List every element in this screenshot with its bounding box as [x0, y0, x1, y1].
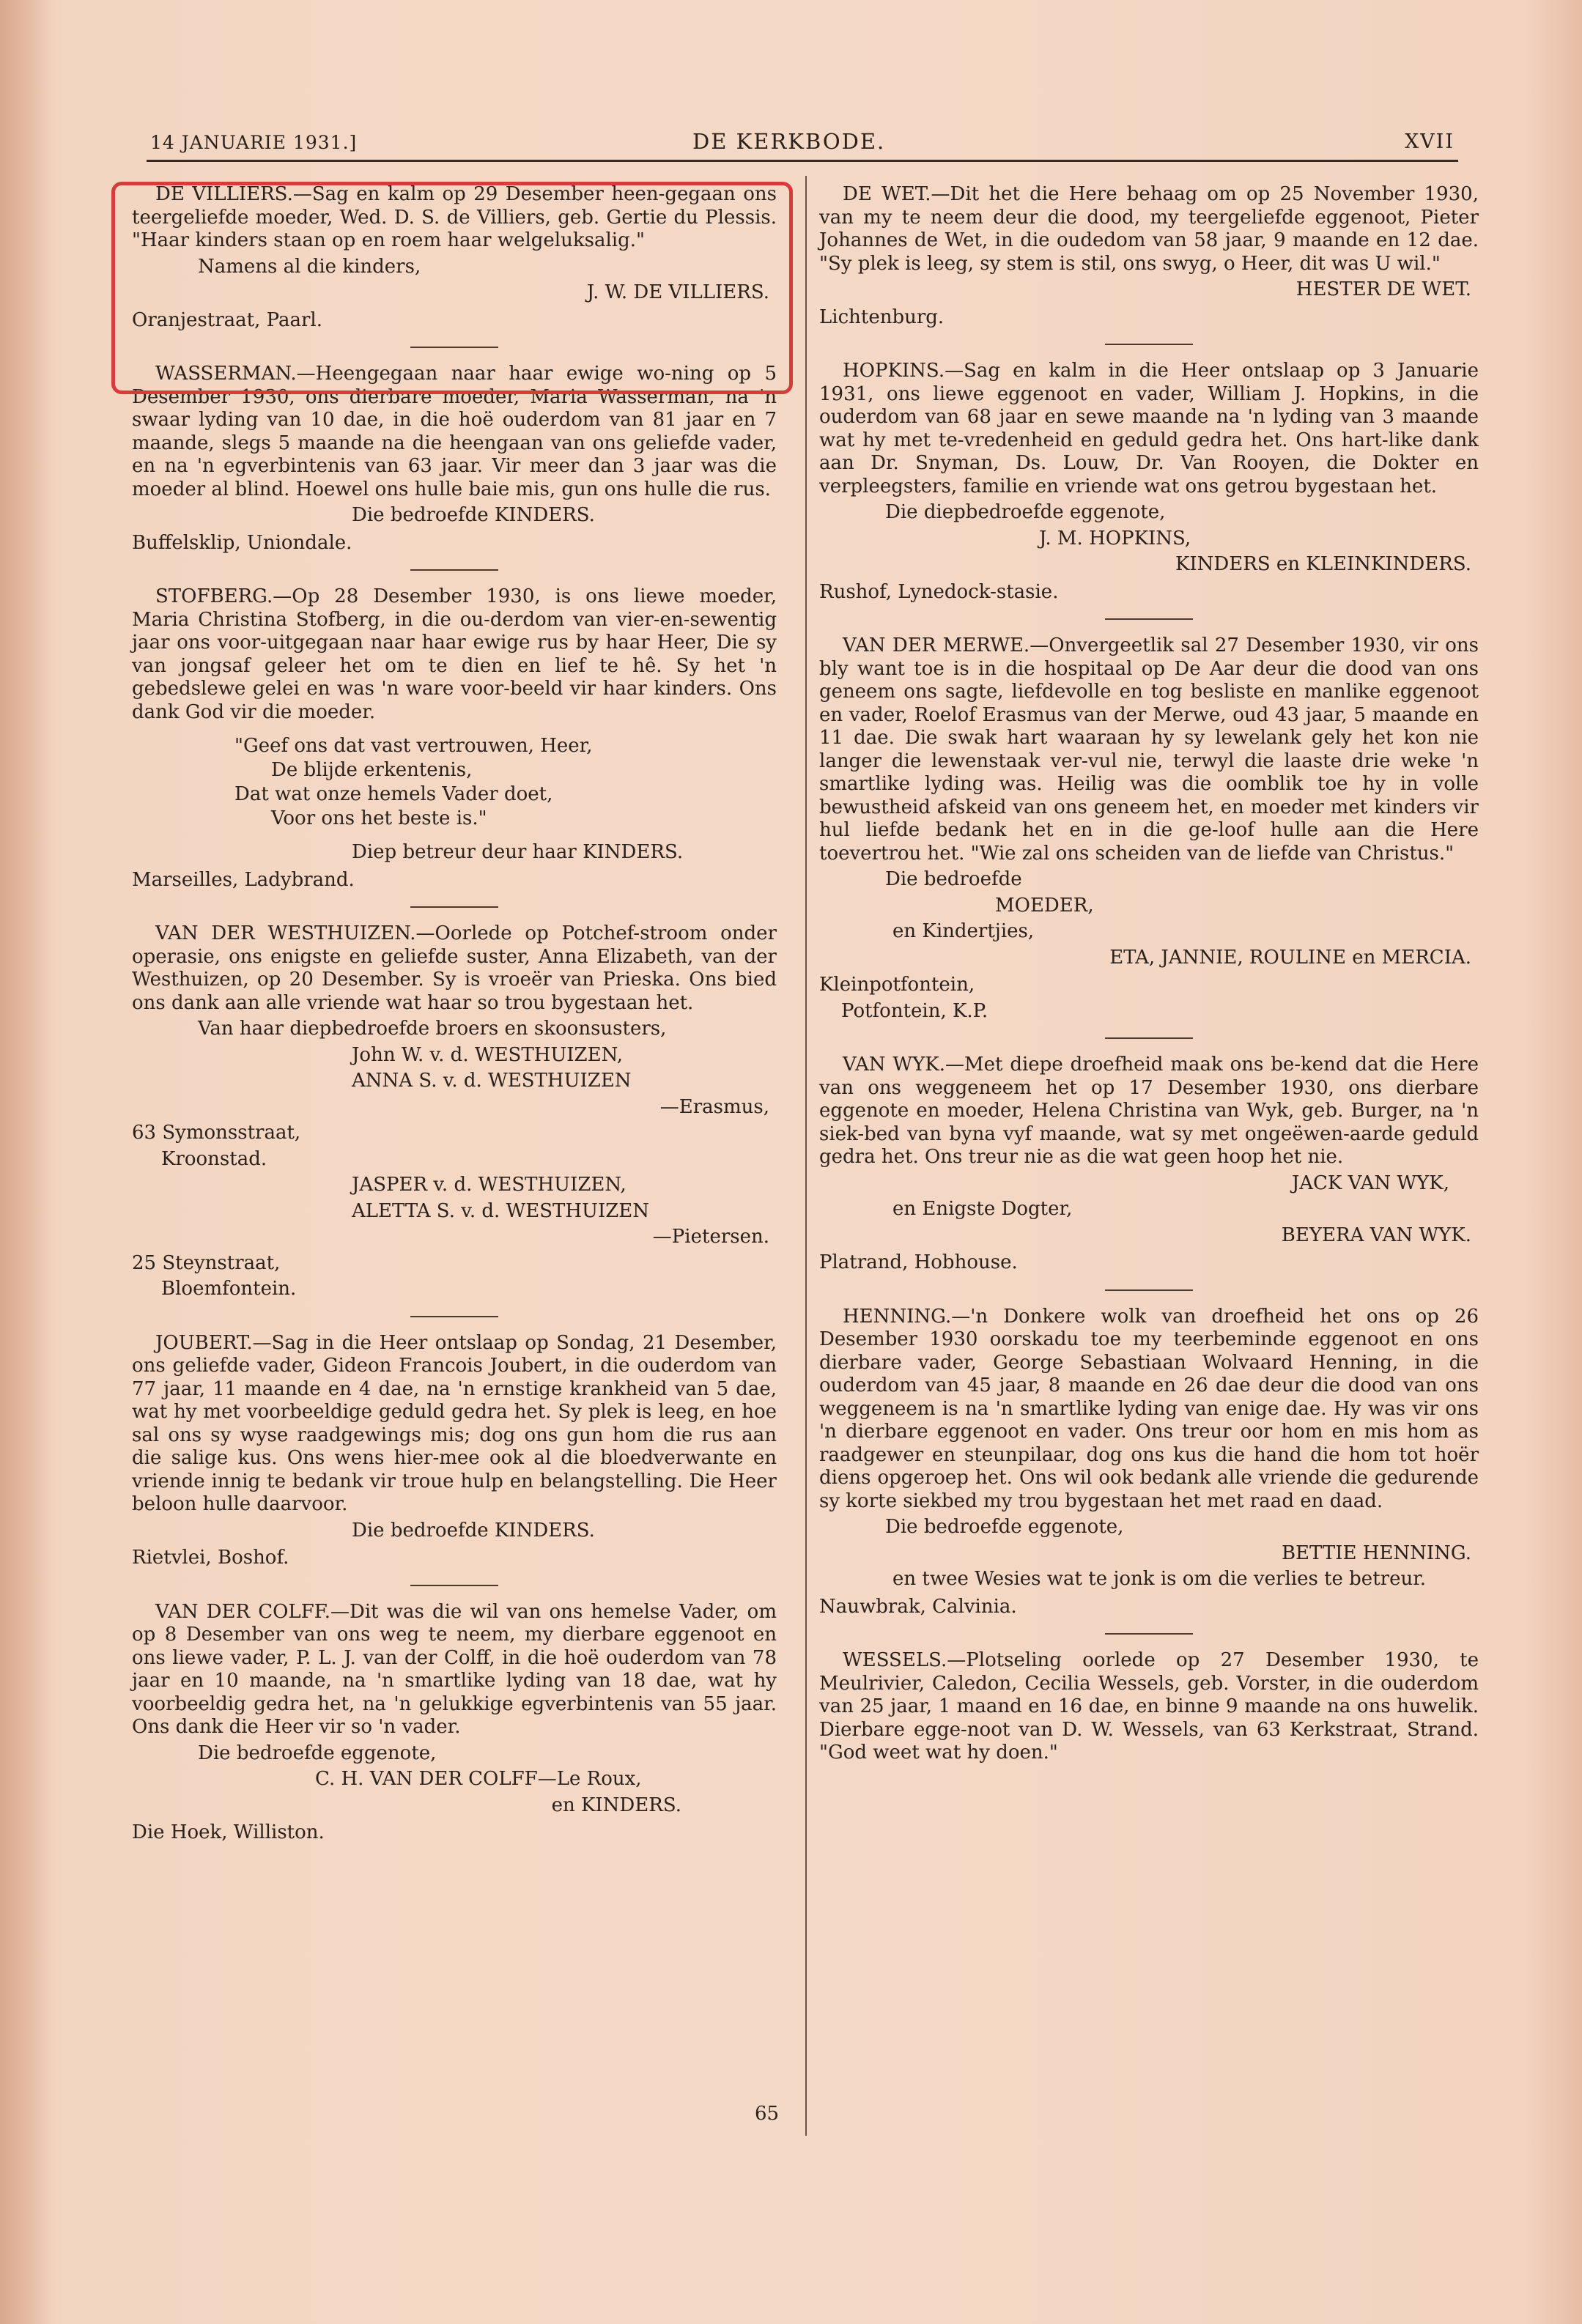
notice-address: 63 Symonsstraat,	[132, 1122, 301, 1144]
notice-joubert	[132, 1332, 777, 1570]
notice-signature: en twee Wesies wat te jonk is om die verlies te betreur.	[892, 1568, 1427, 1590]
notice-signature: J. M. HOPKINS,	[1039, 527, 1191, 549]
notice-signature: BETTIE HENNING.	[1281, 1542, 1471, 1564]
notice-place: Lichtenburg.	[819, 306, 945, 328]
notice-de-wet	[819, 183, 1479, 329]
column-divider	[805, 176, 807, 2136]
left-column	[132, 183, 777, 1859]
notice-body: WASSERMAN.—Heengegaan naar haar ewige wo-ning op 5 Desember 1930, ons dierbare moeder, Maria Wasserman, na 'n swaar lyding van 10 dae, in die hoë ouderdom van 81 jaar en 7 maande, slegs 5 maande na die heengaan van ons geliefde vader, en na 'n egverbintenis van 63 jaar. Vir meer dan 3 jaar was die moeder al blind. Hoewel ons hulle baie mis, gun ons hulle die rus.	[132, 363, 777, 500]
notice-van-wyk	[819, 1054, 1479, 1275]
notice-body: VAN DER COLFF.—Dit was die wil van ons hemelse Vader, om op 8 Desember van ons weg te neem, my dierbare eggenoot en ons liewe vader, P. L. J. van der Colff, in die hoë ouderdom van 78 jaar en 10 maande, na 'n smartlike lyding van 18 dae, wat hy voorbeeldig gedra het, na 'n gelukkige egverbintenis van 55 jaar. Ons dank die Heer vir so 'n vader.	[132, 1600, 777, 1738]
notice-signature: Die bedroefde eggenote,	[198, 1742, 437, 1764]
notice-address: Bloemfontein.	[161, 1278, 297, 1300]
notice-body: DE VILLIERS.—Sag en kalm op 29 Desember heen-gegaan ons teergeliefde moeder, Wed. D. S. de Villiers, geb. Gertie du Plessis. "Haar kinders staan op en roem haar welgeluksalig."	[132, 183, 777, 251]
notice-place: Oranjestraat, Paarl.	[132, 308, 322, 331]
poem-line: Dat wat onze hemels Vader doet,	[234, 783, 553, 805]
poem-line: Voor ons het beste is."	[271, 807, 487, 829]
notice-place: Nauwbrak, Calvinia.	[819, 1595, 1017, 1618]
notice-separator	[410, 1316, 498, 1317]
notice-signature: Diep betreur deur haar KINDERS.	[352, 841, 684, 863]
notice-signature: HESTER DE WET.	[1295, 278, 1471, 300]
notice-van-der-colff	[132, 1601, 777, 1845]
page-binding-shadow	[0, 0, 51, 2324]
notice-separator	[1105, 1289, 1193, 1291]
notice-stofberg	[132, 585, 777, 892]
notice-place: Buffelsklip, Uniondale.	[132, 531, 352, 554]
notice-signature: J. W. DE VILLIERS.	[586, 281, 769, 303]
notice-address: Kroonstad.	[161, 1147, 267, 1170]
notice-place: Platrand, Hobhouse.	[819, 1251, 1018, 1273]
notice-separator	[1105, 618, 1193, 620]
notice-body: HOPKINS.—Sag en kalm in die Heer ontslaap op 3 Januarie 1931, ons liewe eggenoot en vader, William J. Hopkins, in die ouderdom van 68 jaar en sewe maande na 'n lyding van 3 maande wat hy met te-vredenheid en geduld gedra het. Ons hart-like dank aan Dr. Snyman, Ds. Louw, Dr. Van Rooyen, die Dokter en verpleegsters, familie en vriende wat ons getrou bygestaan het.	[819, 360, 1479, 497]
notice-signature: MOEDER,	[995, 894, 1094, 917]
notice-separator	[410, 1585, 498, 1586]
notice-separator	[1105, 344, 1193, 345]
notice-place: Marseilles, Ladybrand.	[132, 868, 355, 891]
notice-signature: BEYERA VAN WYK.	[1281, 1224, 1471, 1246]
notice-tag: —Pietersen.	[652, 1226, 769, 1248]
notice-signature: Die bedroefde KINDERS.	[352, 504, 595, 526]
notice-signature: en Kindertjies,	[892, 920, 1035, 942]
notice-signature: KINDERS en KLEINKINDERS.	[1175, 553, 1471, 575]
notice-body: VAN WYK.—Met diepe droefheid maak ons be-kend dat die Here van ons weggeneem het op 17 Desember 1930, ons dierbare eggenote en moeder, Helena Christina van Wyk, geb. Burger, na 'n siek-bed van byna vyf maande, wat sy met ongeëwen-aarde geduld gedra het. Ons treur nie as die wat geen hoop het nie.	[819, 1054, 1479, 1168]
notice-body: STOFBERG.—Op 28 Desember 1930, is ons liewe moeder, Maria Christina Stofberg, in die ou-derdom van vier-en-sewentig jaar ons voor-uitgegaan naar haar ewige rus by haar Heer, Die sy van jongsaf geleer het om te dien en lief te hê. Sy het 'n gebedslewe gelei en was 'n ware voor-beeld vir haar kinders. Ons dank God vir die moeder.	[132, 585, 777, 723]
notice-address: Kleinpotfontein,	[819, 974, 975, 996]
page-number: 65	[755, 2103, 780, 2125]
notice-signature: JACK VAN WYK,	[1291, 1172, 1449, 1194]
right-column	[819, 183, 1479, 1780]
notice-body: DE WET.—Dit het die Here behaag om op 25 November 1930, van my te neem deur die dood, my teergeliefde eggenoot, Pieter Johannes de Wet, in die oudedom van 58 jaar, 9 maande en 12 dae. "Sy plek is leeg, sy stem is stil, ons swyg, o Heer, dit was U wil."	[819, 183, 1479, 275]
notice-signature: Die bedroefde	[885, 868, 1022, 890]
notice-van-der-westhuizen	[132, 922, 777, 1301]
header-publication: DE KERKBODE.	[692, 129, 886, 154]
notice-signature: Die bedroefde eggenote,	[885, 1516, 1124, 1538]
notice-wessels	[819, 1649, 1479, 1765]
notice-body: VAN DER WESTHUIZEN.—Oorlede op Potchef-stroom onder operasie, ons enigste en geliefde suster, Anna Elizabeth, van der Westhuizen, op 20 Desember. Sy is vroeër van Prieska. Ons bied ons dank aan alle vriende wat haar so trou bygestaan het.	[132, 922, 777, 1014]
notice-separator	[410, 569, 498, 571]
notice-poem	[132, 734, 777, 831]
poem-line: De blijde erkentenis,	[271, 759, 473, 781]
header-rule	[147, 160, 1458, 162]
notice-signature: Namens al die kinders,	[198, 255, 421, 278]
notice-address: Potfontein, K.P.	[841, 999, 988, 1022]
notice-place: Die Hoek, Williston.	[132, 1821, 325, 1843]
notice-hopkins	[819, 360, 1479, 604]
notice-signature: Van haar diepbedroefde broers en skoonsusters,	[198, 1018, 667, 1040]
notice-separator	[1105, 1633, 1193, 1635]
notice-van-der-merwe	[819, 634, 1479, 1023]
notice-body: HENNING.—'n Donkere wolk van droefheid het ons op 26 Desember 1930 oorskadu toe my teerbeminde eggenoot en ons dierbare vader, George Sebastiaan Wolvaard Henning, in die ouderdom van 45 jaar, 8 maande en 26 dae deur die dood van ons weggeneem is na 'n smartlike lyding van enige dae. Hy was vir ons 'n dierbare eggenoot en vader. Ons treur oor hom en mis hom as raadgewer en steunpilaar, dog ons kus die hand die hom tot hoër diens opgeroep het. Ons wil ook bedank alle vriende die gedurende sy korte siekbed my trou bygestaan het met raad en daad.	[819, 1305, 1479, 1512]
notice-signature: Die bedroefde KINDERS.	[352, 1519, 595, 1542]
notice-name: ALETTA S. v. d. WESTHUIZEN	[352, 1199, 650, 1222]
notice-name: John W. v. d. WESTHUIZEN,	[352, 1043, 623, 1066]
header-date: 14 JANUARIE 1931.]	[150, 132, 358, 153]
notice-signature: Die diepbedroefde eggenote,	[885, 501, 1166, 523]
notice-signature: en Enigste Dogter,	[892, 1198, 1073, 1220]
notice-tag: —Erasmus,	[659, 1095, 769, 1118]
notice-body: JOUBERT.—Sag in die Heer ontslaap op Sondag, 21 Desember, ons geliefde vader, Gideon Francois Joubert, in die ouderdom van 77 jaar, 11 maande en 4 dae, na 'n ernstige krankheid van 5 dae, wat hy met voorbeeldige geduld gedra het. Sy plek is leeg, en hoe sal ons sy wyse raadgewings mis; dog ons gun hom die rus aan die salige kus. Ons wens hier-mee ook al die bloedverwante en vriende innig te bedank vir troue hulp en belangstelling. Die Heer beloon hulle daarvoor.	[132, 1331, 777, 1515]
notice-body: VAN DER MERWE.—Onvergeetlik sal 27 Desember 1930, vir ons bly want toe is in die hospitaal op De Aar deur die dood van ons geneem ons sagte, liefdevolle en tog besliste en manlike eggenoot en vader, Roelof Erasmus van der Merwe, oud 43 jaar, 5 maande en 11 dae. Die swak hart waaraan hy sy lewelank gely het kon nie langer die lewenstaak ver-vul nie, terwyl die laaste drie weke 'n smartlike lyding was. Heilig was die oomblik toe hy in volle bewustheid afskeid van ons geneem het, en moeder met kinders vir hul liefde bedank het en in die ge-loof hulle aan die Here toevertrou het. "Wie zal ons scheiden van de liefde van Christus."	[819, 634, 1479, 865]
notice-signature: en KINDERS.	[551, 1794, 681, 1816]
notice-separator	[410, 906, 498, 908]
notice-body: WESSELS.—Plotseling oorlede op 27 Desember 1930, te Meulrivier, Caledon, Cecilia Wessels, geb. Vorster, in die ouderdom van 25 jaar, 1 maand en 16 dae, en binne 9 maande na ons huwelik. Dierbare egge-noot van D. W. Wessels, van 63 Kerkstraat, Strand. "God weet wat hy doen."	[819, 1649, 1479, 1764]
notice-address: 25 Steynstraat,	[132, 1251, 281, 1274]
notice-signature: C. H. VAN DER COLFF—Le Roux,	[315, 1768, 642, 1790]
page-header	[150, 125, 1455, 161]
notice-name: JASPER v. d. WESTHUIZEN,	[352, 1174, 626, 1196]
notice-place: Rushof, Lynedock-stasie.	[819, 580, 1059, 603]
notice-henning	[819, 1306, 1479, 1619]
poem-line: "Geef ons dat vast vertrouwen, Heer,	[234, 735, 593, 757]
notice-name: ANNA S. v. d. WESTHUIZEN	[352, 1070, 632, 1092]
header-folio: XVII	[1404, 130, 1455, 153]
notice-signature: ETA, JANNIE, ROULINE en MERCIA.	[1109, 946, 1471, 969]
notice-place: Rietvlei, Boshof.	[132, 1547, 289, 1569]
notice-separator	[1105, 1037, 1193, 1039]
highlight-box	[111, 182, 793, 394]
